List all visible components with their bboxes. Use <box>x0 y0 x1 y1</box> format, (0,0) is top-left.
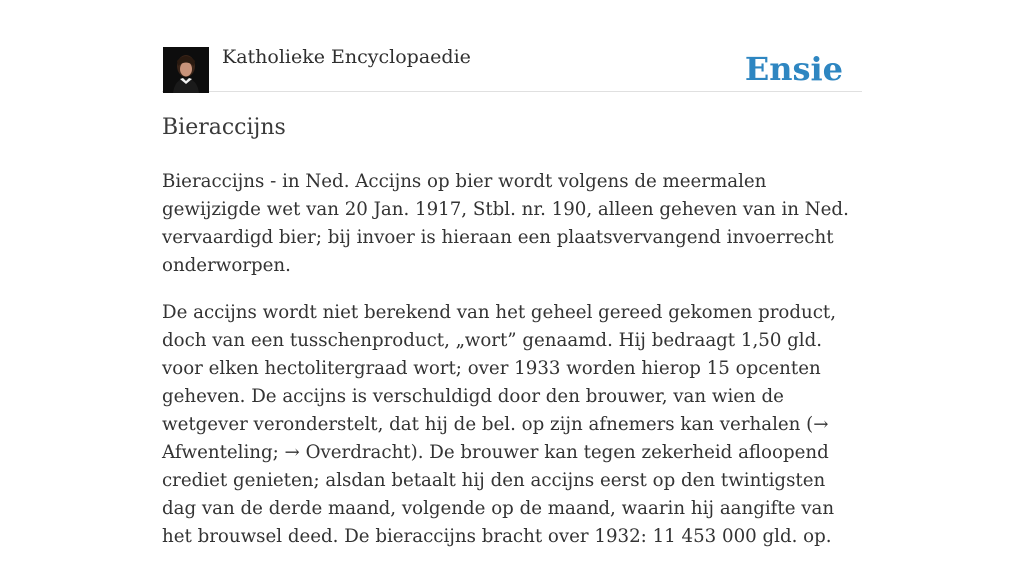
article-container <box>162 0 862 547</box>
article-body <box>162 168 862 570</box>
paragraph: De accijns wordt niet berekend van het geheel gereed gekomen product, doch van een tusschenproduct, „wort” genaamd. Hij bedraagt 1,50 gld. voor elken hectolitergraad wort; over 1933 worden hierop 15 opcenten geheven. De accijns is verschuldigd door den brouwer, van wien de wetgever veronderstelt, dat hij de bel. op zijn afnemers kan verhalen (→ Afwenteling; → Overdracht). De brouwer kan tegen zekerheid afloopend crediet genieten; alsdan betaalt hij den accijns eerst op den twintigsten dag van de derde maand, volgende op de maand, waarin hij aangifte van het brouwsel deed. De bieraccijns bracht over 1932: 11 453 000 gld. op. <box>162 302 837 547</box>
page-title: Bieraccijns <box>162 115 286 140</box>
portrait-avatar[interactable] <box>163 47 209 93</box>
header <box>162 0 862 92</box>
source-name[interactable]: Katholieke Encyclopaedie <box>222 46 471 68</box>
portrait-icon <box>163 47 209 93</box>
brand-logo[interactable]: Ensie <box>744 50 843 88</box>
paragraph: Bieraccijns - in Ned. Accijns op bier wordt volgens de meermalen gewijzigde wet van 20 Jan. 1917, Stbl. nr. 190, alleen geheven van in Ned. vervaardigd bier; bij invoer is hieraan een plaatsvervangend invoerrecht onderworpen. <box>162 171 849 276</box>
